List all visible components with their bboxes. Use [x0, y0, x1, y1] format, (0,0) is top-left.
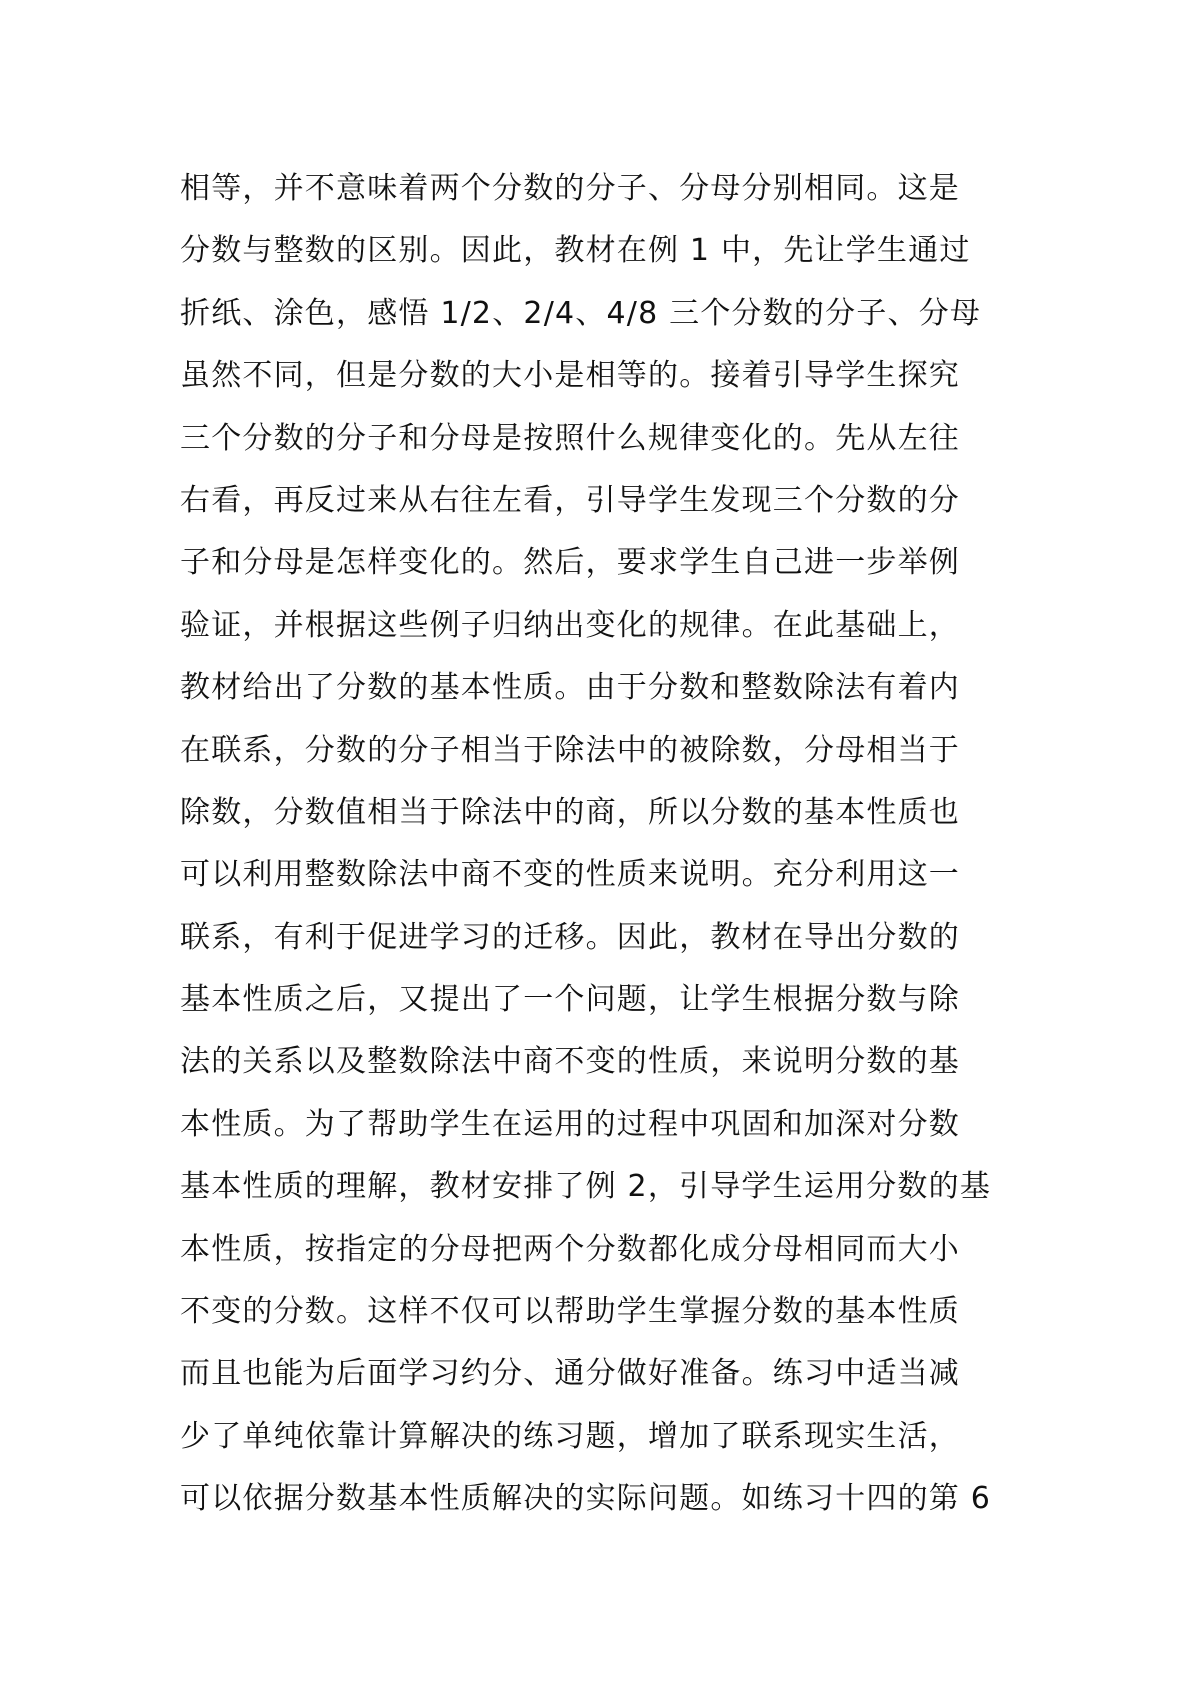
text-line: 基本性质的理解，教材安排了例 2，引导学生运用分数的基 [180, 1169, 992, 1205]
text-line: 不变的分数。这样不仅可以帮助学生掌握分数的基本性质 [180, 1294, 960, 1330]
text-line: 折纸、涂色，感悟 1/2、2/4、4/8 三个分数的分子、分母 [180, 295, 982, 331]
text-line: 而且也能为后面学习约分、通分做好准备。练习中适当减 [180, 1356, 960, 1392]
text-line: 右看，再反过来从右往左看，引导学生发现三个分数的分 [180, 482, 960, 518]
text-line: 本性质。为了帮助学生在运用的过程中巩固和加深对分数 [180, 1106, 960, 1142]
text-line: 验证，并根据这些例子归纳出变化的规律。在此基础上， [180, 607, 960, 643]
text-line: 本性质，按指定的分母把两个分数都化成分母相同而大小 [180, 1231, 960, 1267]
text-line: 在联系，分数的分子相当于除法中的被除数，分母相当于 [180, 732, 960, 768]
body-paragraph [180, 158, 1020, 1531]
text-line: 法的关系以及整数除法中商不变的性质，来说明分数的基 [180, 1044, 960, 1080]
text-line: 可以依据分数基本性质解决的实际问题。如练习十四的第 6 [180, 1481, 992, 1517]
text-line: 教材给出了分数的基本性质。由于分数和整数除法有着内 [180, 670, 960, 706]
text-line: 虽然不同，但是分数的大小是相等的。接着引导学生探究 [180, 358, 960, 394]
text-line: 三个分数的分子和分母是按照什么规律变化的。先从左往 [180, 420, 960, 456]
text-line: 除数，分数值相当于除法中的商，所以分数的基本性质也 [180, 794, 960, 830]
text-line: 分数与整数的区别。因此，教材在例 1 中，先让学生通过 [180, 233, 971, 269]
text-line: 少了单纯依靠计算解决的练习题，增加了联系现实生活， [180, 1418, 960, 1454]
text-line: 子和分母是怎样变化的。然后，要求学生自己进一步举例 [180, 545, 960, 581]
text-line: 基本性质之后，又提出了一个问题，让学生根据分数与除 [180, 982, 960, 1018]
text-line: 可以利用整数除法中商不变的性质来说明。充分利用这一 [180, 857, 960, 893]
text-line: 相等，并不意味着两个分数的分子、分母分别相同。这是 [180, 171, 960, 206]
text-line: 联系，有利于促进学习的迁移。因此，教材在导出分数的 [180, 919, 960, 955]
